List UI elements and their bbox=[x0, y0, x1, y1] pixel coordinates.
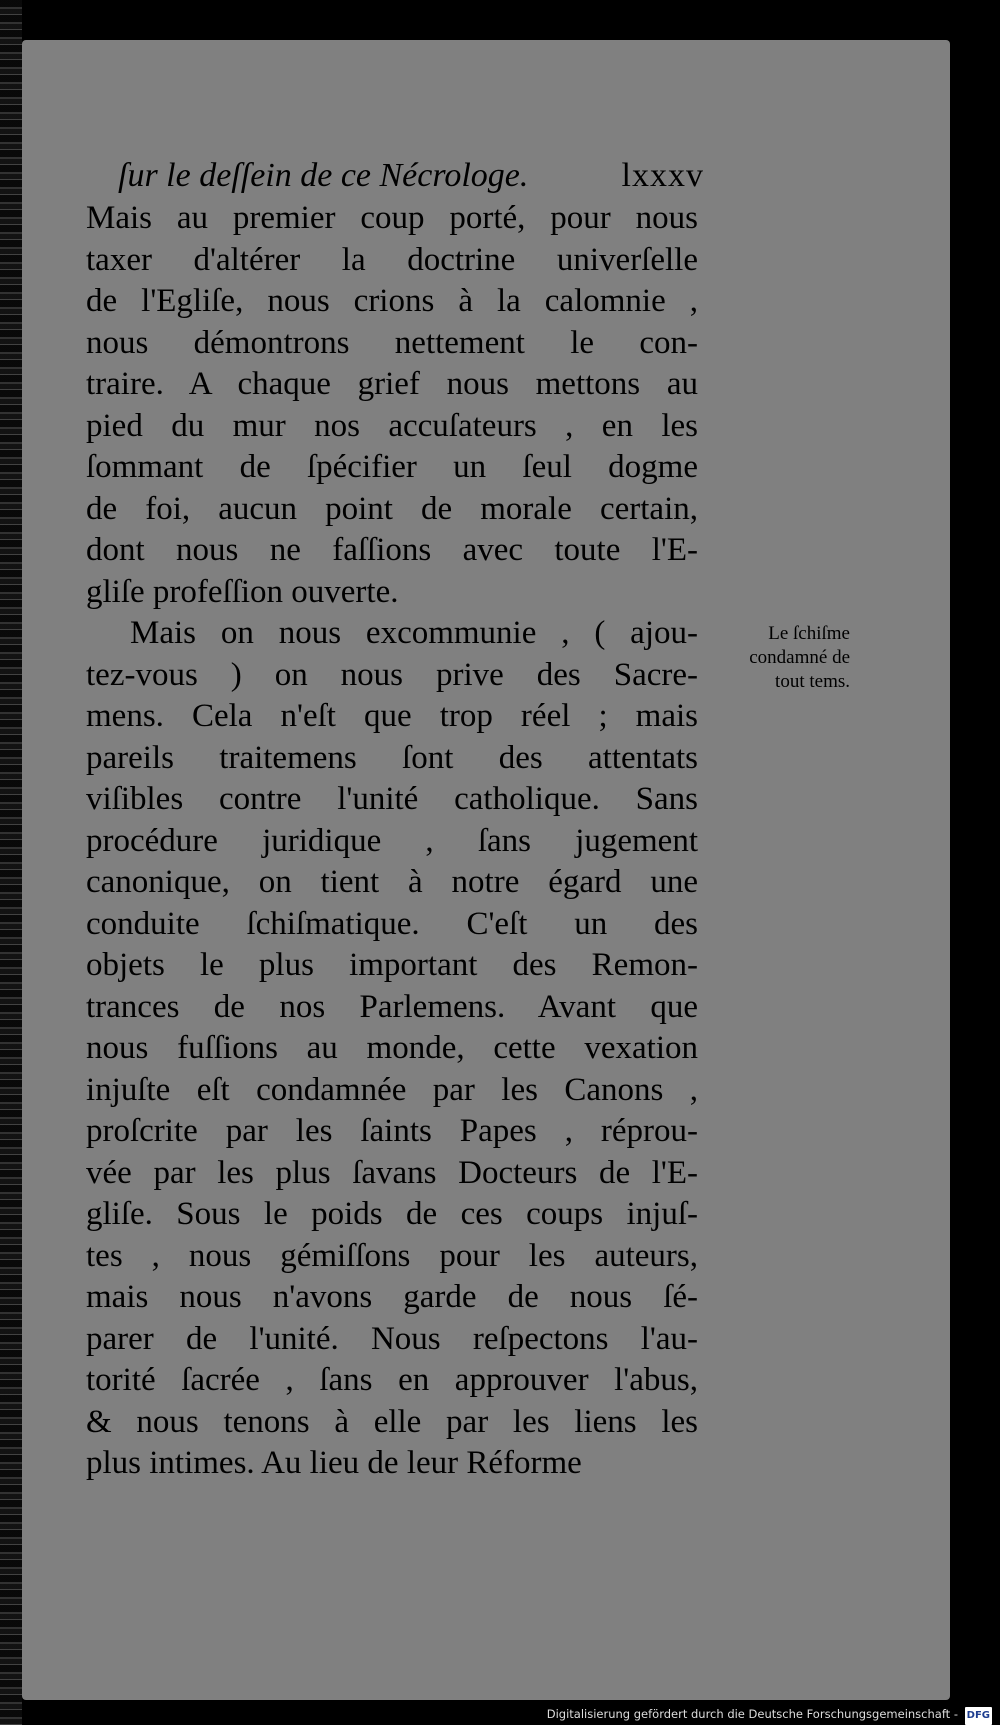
scan-binding-edge bbox=[0, 0, 22, 1725]
text-line: traire. A chaque grief nous mettons au bbox=[86, 366, 698, 402]
text-line: ſommant de ſpécifier un ſeul dogme bbox=[86, 449, 698, 485]
text-line: mens. Cela n'eſt que trop réel ; mais bbox=[86, 698, 698, 734]
text-line: torité ſacrée , ſans en approuver l'abus, bbox=[86, 1362, 698, 1398]
running-head bbox=[118, 156, 704, 196]
marginal-note-line: condamné de bbox=[749, 647, 850, 668]
text-line: taxer d'altérer la doctrine univerſelle bbox=[86, 241, 698, 278]
text-line: mais nous n'avons garde de nous ſé- bbox=[86, 1279, 698, 1315]
text-line: de foi, aucun point de morale certain, bbox=[86, 490, 698, 527]
marginal-note-line: Le ſchiſme bbox=[768, 623, 850, 644]
digitization-footer bbox=[547, 1705, 992, 1723]
text-line: conduite ſchiſmatique. C'eſt un des bbox=[86, 905, 698, 942]
text-line: viſibles contre l'unité catholique. Sans bbox=[86, 781, 698, 817]
text-line: pied du mur nos accuſateurs , en les bbox=[86, 407, 698, 444]
text-line: gliſe profeſſion ouverte. bbox=[86, 573, 399, 610]
page-number: lxxxv bbox=[621, 157, 704, 194]
text-line: procédure juridique , ſans jugement bbox=[86, 822, 698, 859]
marginal-note-line: tout tems. bbox=[775, 671, 850, 692]
text-line: nous démontrons nettement le con- bbox=[86, 324, 698, 361]
text-line: pareils traitemens ſont des attentats bbox=[86, 739, 698, 776]
text-line: tez-vous ) on nous prive des Sacre- bbox=[86, 656, 698, 693]
footer-text: Digitalisierung gefördert durch die Deutsche Forschungsgemeinschaft - bbox=[546, 1707, 958, 1721]
running-head-title: ſur le deſſein de ce Nécrologe. bbox=[118, 157, 529, 194]
text-line: nous fuſſions au monde, cette vexation bbox=[86, 1030, 698, 1066]
text-line: parer de l'unité. Nous reſpectons l'au- bbox=[86, 1320, 698, 1357]
text-line: trances de nos Parlemens. Avant que bbox=[86, 988, 698, 1025]
text-line: injuſte eſt condamnée par les Canons , bbox=[86, 1071, 698, 1108]
text-line: plus intimes. Au lieu de leur Réforme bbox=[86, 1445, 582, 1481]
text-line: & nous tenons à elle par les liens les bbox=[86, 1403, 698, 1440]
text-line: gliſe. Sous le poids de ces coups injuſ- bbox=[86, 1196, 698, 1232]
text-line: Mais au premier coup porté, pour nous bbox=[86, 200, 698, 236]
text-line: vée par les plus ſavans Docteurs de l'E- bbox=[86, 1154, 698, 1191]
text-line: Mais on nous excommunie , ( ajou- bbox=[130, 615, 698, 651]
text-line: dont nous ne faſſions avec toute l'E- bbox=[86, 532, 698, 568]
text-line: proſcrite par les ſaints Papes , réprou- bbox=[86, 1113, 698, 1149]
text-line: tes , nous gémiſſons pour les auteurs, bbox=[86, 1237, 698, 1274]
text-line: de l'Egliſe, nous crions à la calomnie , bbox=[86, 283, 698, 319]
marginal-note bbox=[690, 622, 850, 694]
text-line: canonique, on tient à notre égard une bbox=[86, 864, 698, 900]
dfg-logo: DFG bbox=[965, 1707, 992, 1725]
text-line: objets le plus important des Remon- bbox=[86, 947, 698, 983]
body-text bbox=[86, 198, 698, 1485]
